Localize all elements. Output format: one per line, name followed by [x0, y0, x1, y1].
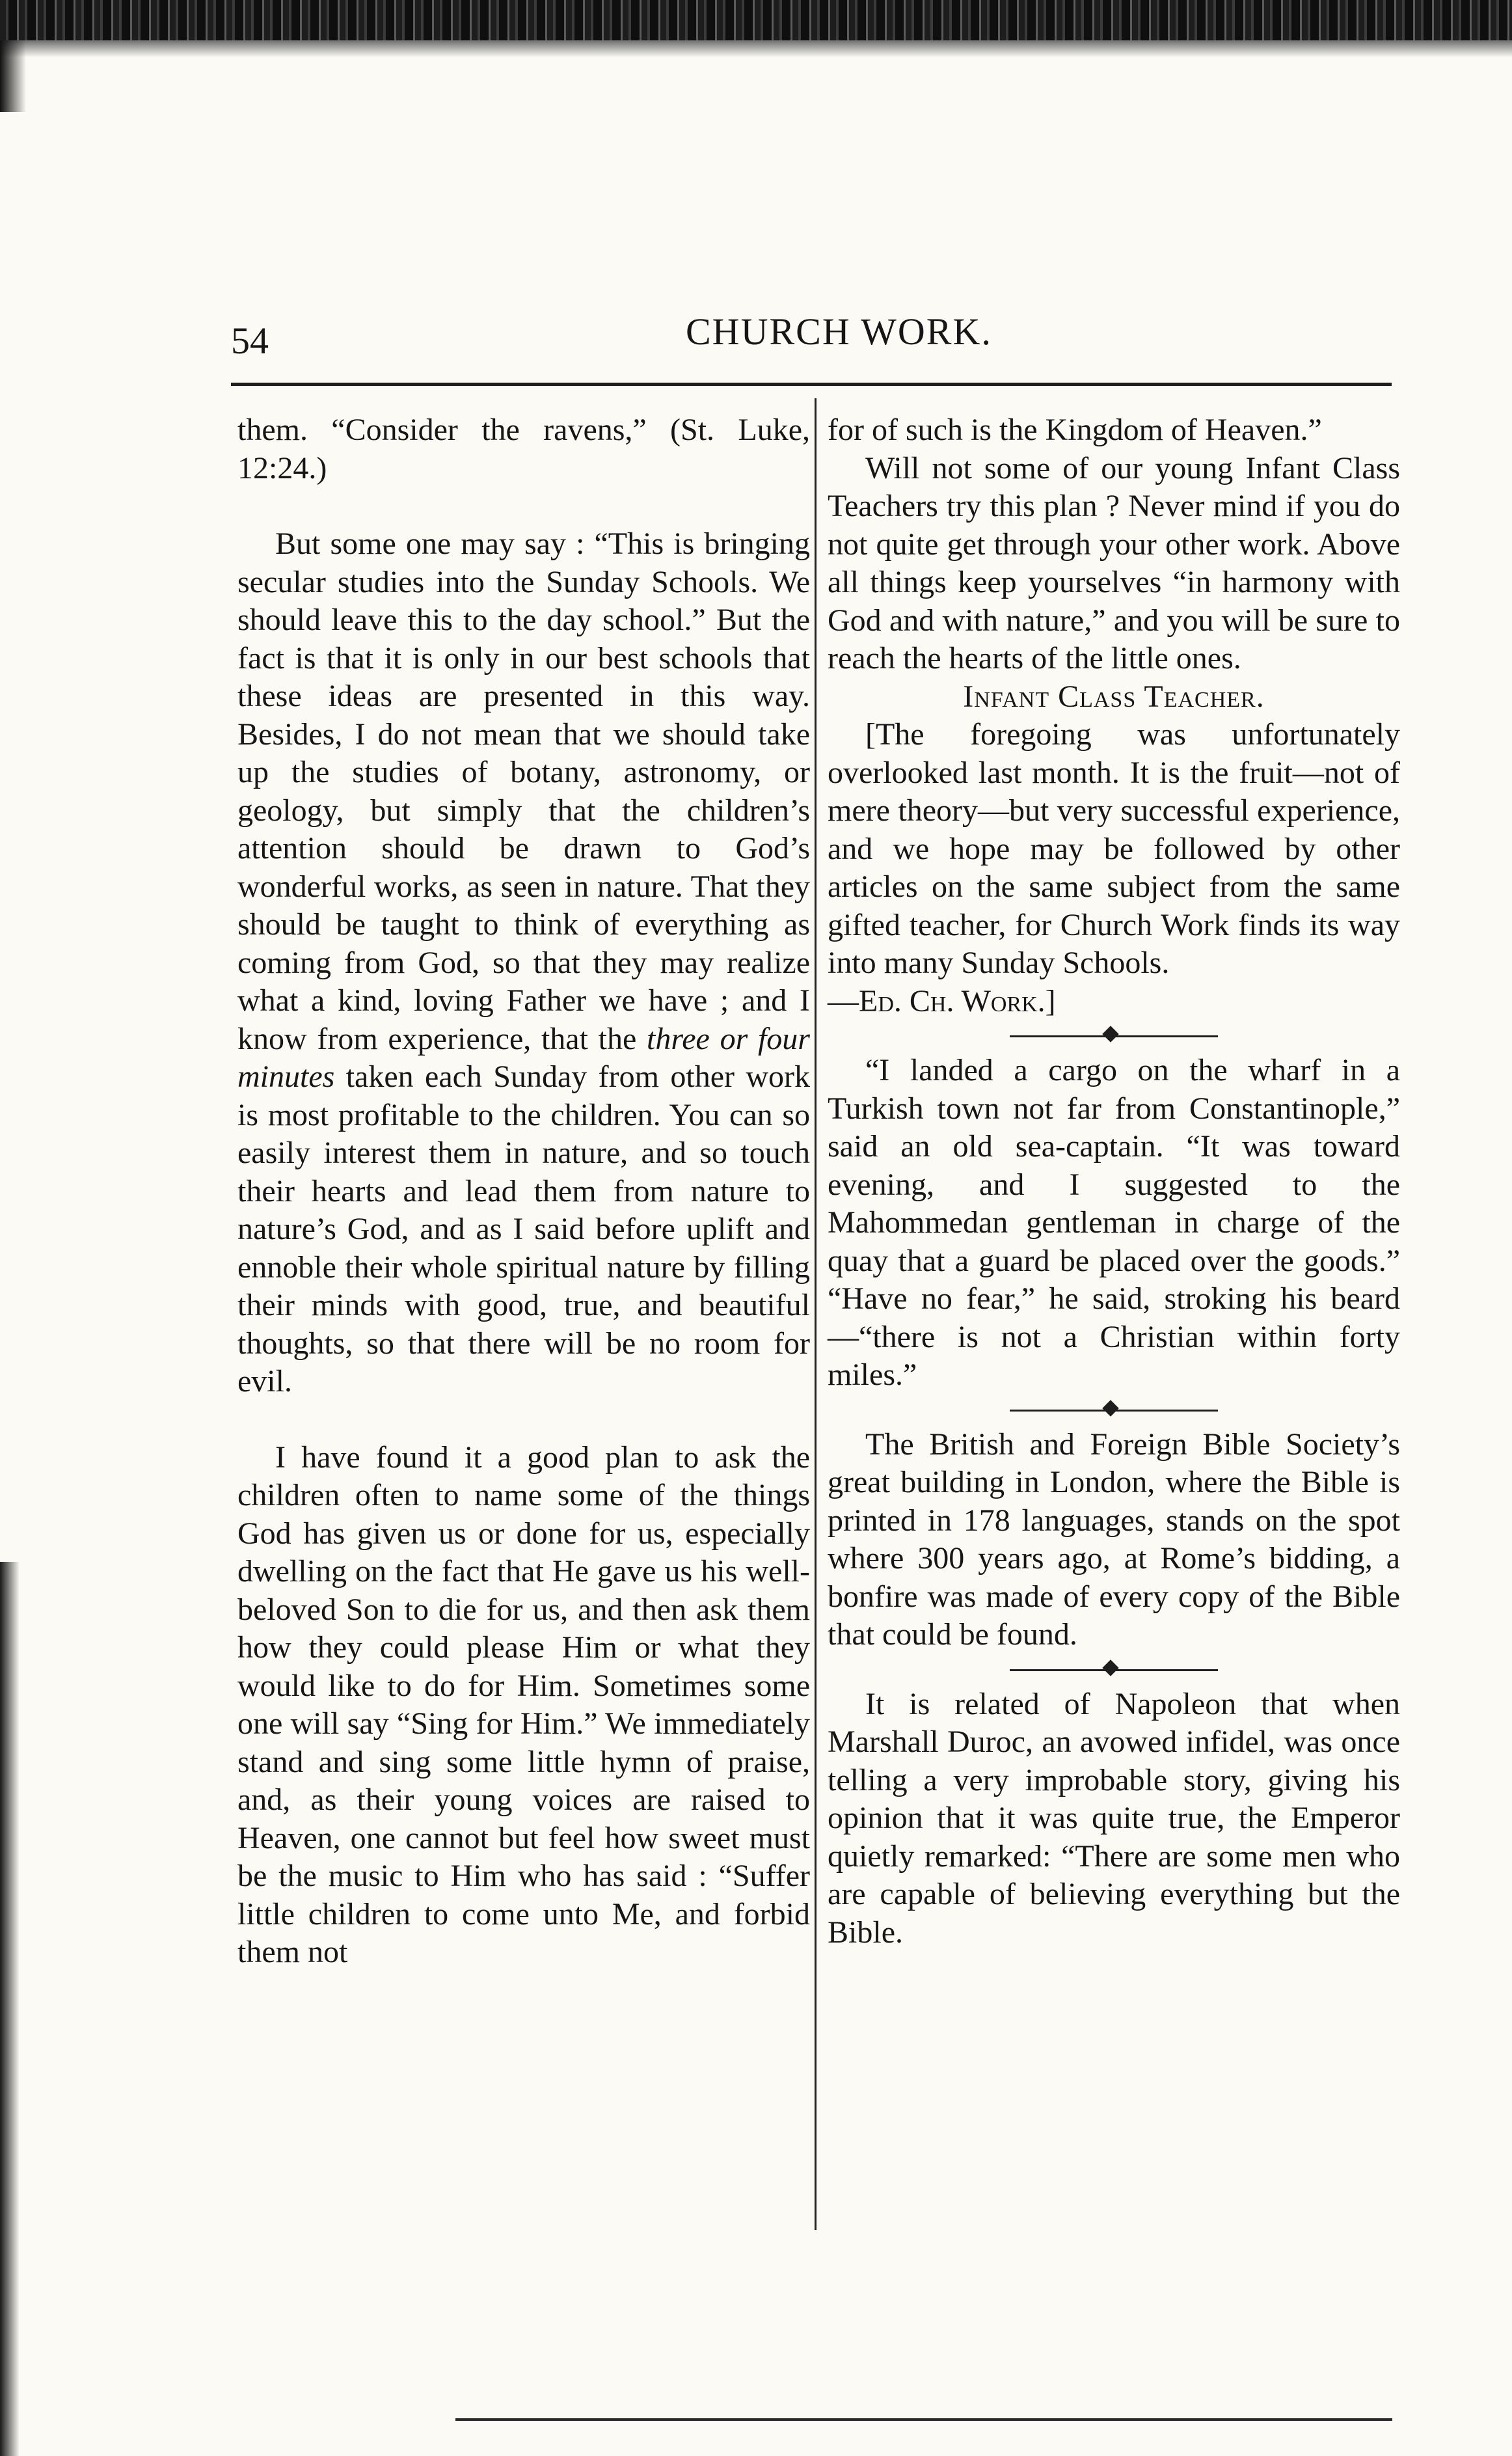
right-paragraph-2: Will not some of our young Infant Class Teachers try this plan ? Never mind if you do not quite get through your other work. Above all things keep yourselves “in harmony with God and with nature,” and you will be sure to reach the hearts of the little ones.: [828, 450, 1400, 675]
right-paragraph-4: The British and Foreign Bible Society’s great building in London, where the Bible is printed in 178 languages, stands on the spot where 300 years ago, at Rome’s bidding, a bonfire was made of every copy of the Bible that could be found.: [828, 1426, 1400, 1652]
left-paragraph-2-text: But some one may say : “This is bringing secular studies into the Sunday Schools. We should leave this to the day school.” But the fact is that it is only in our best schools that these ideas are presented in this way. Besides, I do not mean that we should take up the studies of botany, astronomy, or geology, but simply that the children’s attention should be drawn to God’s wonderful works, as seen in nature. That they should be taught to think of everything as coming from God, so that they may realize what a kind, loving Father we have ; and I know from experience, that the: [237, 526, 810, 1056]
editor-note: [The foregoing was unfortunately overlooked last month. It is the fruit—not of mere theory—but very successful experience, and we hope may be followed by other articles on the same subject from the same gifted teacher, for Church Work finds its way into many Sunday Schools.: [828, 717, 1400, 980]
left-paragraph-2-rest: taken each Sunday from other work is most profitable to the children. You can so easily interest them in nature, and so touch their hearts and lead them from nature to nature’s God, and as I said before uplift and ennoble their whole spiritual nature by filling their minds with good, true, and beautiful thoughts, so that there will be no room for evil.: [237, 1059, 811, 1399]
right-column: [828, 411, 1400, 1952]
right-paragraph-5: It is related of Napoleon that when Marshall Duroc, an avowed infidel, was once telling a very improbable story, giving his opinion that it was quite true, the Emperor quietly remarked: “There are some men who are capable of believing everything but the Bible.: [828, 1686, 1400, 1950]
ornament-diamond-icon: [1102, 1659, 1118, 1676]
left-paragraph-3: I have found it a good plan to ask the children often to name some of the things God has given us or done for us, especially dwelling on the fact that He gave us his well-beloved Son to die for us, and then ask them how they could please Him or what they would like to do for Him. Sometimes some one will say “Sing for Him.” We immediately stand and sing some little hymn of praise, and, as their young voices are raised to Heaven, one cannot but feel how sweet must be the music to Him who has said : “Suffer little children to come unto Me, and forbid them not: [237, 1439, 810, 1969]
column-divider: [815, 398, 817, 2230]
left-paragraph-2-italic: three or four minutes: [237, 1021, 810, 1094]
left-column: [237, 411, 810, 1972]
author-signature: Infant Class Teacher.: [963, 679, 1265, 714]
left-paragraph-2: [237, 525, 810, 1401]
page-number: 54: [231, 320, 269, 362]
right-paragraph-3: “I landed a cargo on the wharf in a Turkish town not far from Constantinople,” said an old sea-captain. “It was toward evening, and I suggested to the Mahommedan gentleman in charge of the quay that a guard be placed over the goods.” “Have no fear,” he said, stroking his beard—“there is not a Christian within forty miles.”: [828, 1053, 1400, 1392]
left-paragraph-1: them. “Consider the ravens,” (St. Luke, 12:24.): [237, 413, 810, 485]
right-paragraph-1: for of such is the Kingdom of Heaven.”: [828, 413, 1322, 447]
running-head: CHURCH WORK.: [686, 310, 992, 353]
scan-top-edge: [0, 0, 1512, 40]
header-rule: [231, 383, 1392, 386]
ornament-diamond-icon: [1102, 1026, 1118, 1042]
scan-left-edge: [0, 1562, 20, 2456]
section-divider-1: [1010, 1026, 1218, 1046]
section-divider-3: [1010, 1659, 1218, 1680]
scan-top-shadow: [0, 40, 1512, 57]
editor-signature: —Ed. Ch. Work.]: [828, 983, 1056, 1018]
section-divider-2: [1010, 1400, 1218, 1421]
scan-corner-mark: [0, 40, 26, 112]
ornament-diamond-icon: [1102, 1400, 1118, 1416]
bottom-rule: [455, 2418, 1392, 2421]
